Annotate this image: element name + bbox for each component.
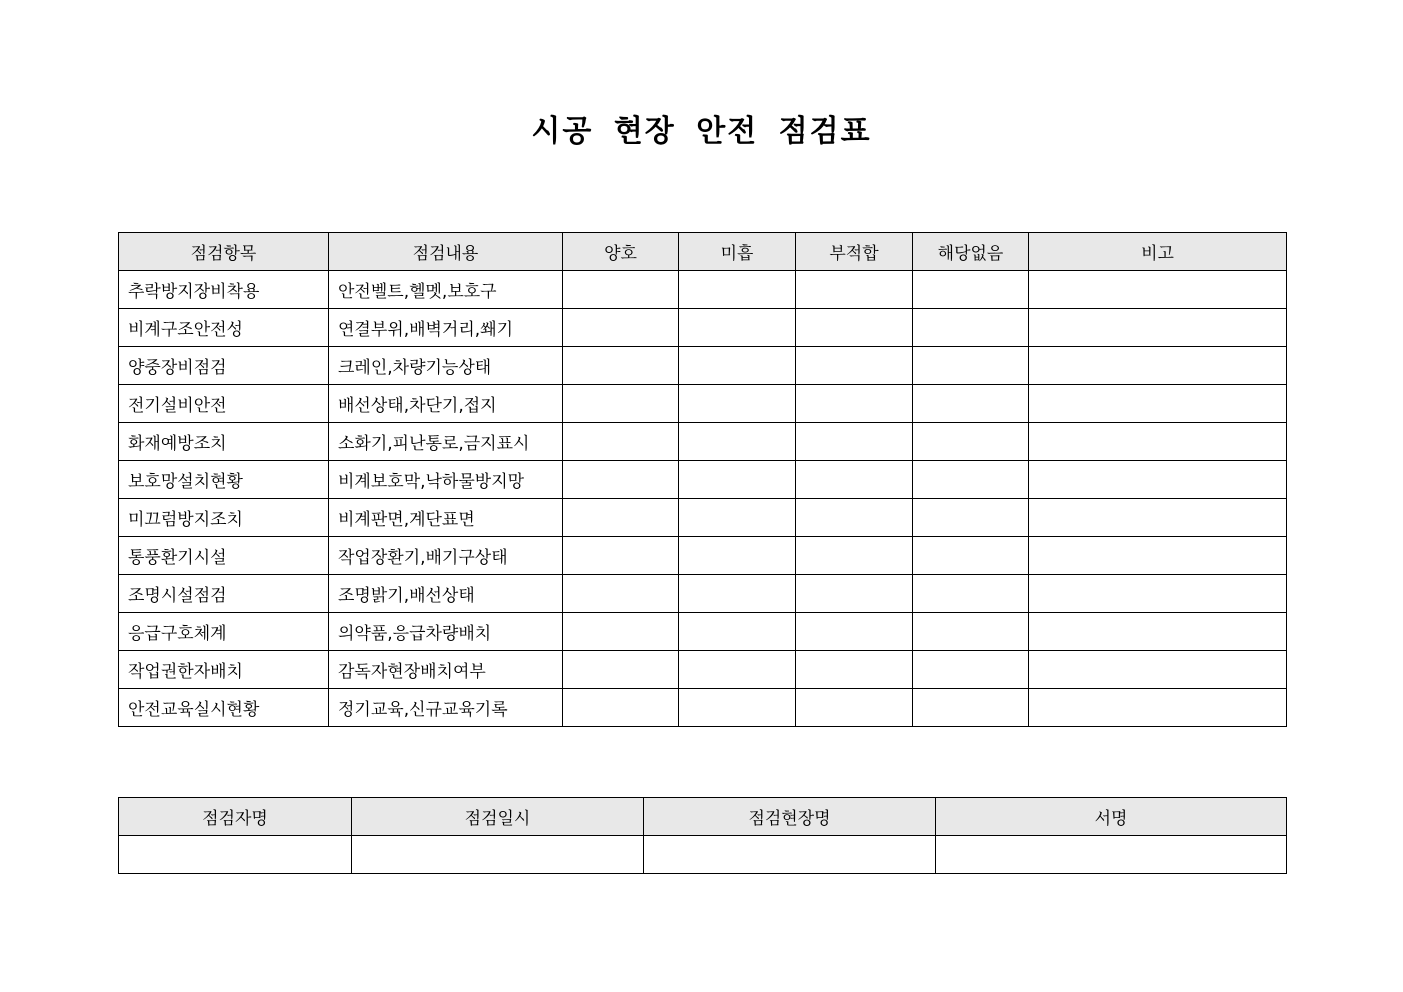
not-applicable-cell[interactable] (913, 651, 1029, 689)
insufficient-cell[interactable] (679, 309, 796, 347)
check-item-cell: 미끄럼방지조치 (119, 499, 329, 537)
check-content-cell: 감독자현장배치여부 (329, 651, 563, 689)
insufficient-cell[interactable] (679, 613, 796, 651)
not-applicable-cell[interactable] (913, 423, 1029, 461)
insufficient-cell[interactable] (679, 385, 796, 423)
insufficient-cell[interactable] (679, 651, 796, 689)
good-cell[interactable] (563, 575, 679, 613)
good-cell[interactable] (563, 461, 679, 499)
header-signature: 서명 (936, 798, 1287, 836)
check-item-cell: 조명시설점검 (119, 575, 329, 613)
not-applicable-cell[interactable] (913, 385, 1029, 423)
check-item-cell: 추락방지장비착용 (119, 271, 329, 309)
table-row (119, 309, 1287, 347)
header-not-applicable: 해당없음 (913, 233, 1029, 271)
not-applicable-cell[interactable] (913, 271, 1029, 309)
check-content-cell: 안전벨트,헬멧,보호구 (329, 271, 563, 309)
check-item-cell: 보호망설치현황 (119, 461, 329, 499)
check-content-cell: 연결부위,배벽거리,쐐기 (329, 309, 563, 347)
safety-checklist-table (118, 232, 1287, 727)
not-applicable-cell[interactable] (913, 309, 1029, 347)
insufficient-cell[interactable] (679, 347, 796, 385)
unsuitable-cell[interactable] (796, 461, 913, 499)
check-content-cell: 의약품,응급차량배치 (329, 613, 563, 651)
table-row (119, 499, 1287, 537)
unsuitable-cell[interactable] (796, 385, 913, 423)
header-unsuitable: 부적합 (796, 233, 913, 271)
check-item-cell: 양중장비점검 (119, 347, 329, 385)
not-applicable-cell[interactable] (913, 613, 1029, 651)
remarks-cell[interactable] (1029, 461, 1287, 499)
good-cell[interactable] (563, 651, 679, 689)
remarks-cell[interactable] (1029, 613, 1287, 651)
not-applicable-cell[interactable] (913, 689, 1029, 727)
unsuitable-cell[interactable] (796, 613, 913, 651)
header-check-content: 점검내용 (329, 233, 563, 271)
table-row (119, 461, 1287, 499)
header-inspection-datetime: 점검일시 (352, 798, 644, 836)
remarks-cell[interactable] (1029, 499, 1287, 537)
table-row (119, 537, 1287, 575)
good-cell[interactable] (563, 385, 679, 423)
not-applicable-cell[interactable] (913, 461, 1029, 499)
remarks-cell[interactable] (1029, 385, 1287, 423)
check-item-cell: 작업권한자배치 (119, 651, 329, 689)
insufficient-cell[interactable] (679, 423, 796, 461)
table-row (119, 423, 1287, 461)
remarks-cell[interactable] (1029, 271, 1287, 309)
not-applicable-cell[interactable] (913, 537, 1029, 575)
header-insufficient: 미흡 (679, 233, 796, 271)
insufficient-cell[interactable] (679, 499, 796, 537)
check-item-cell: 통풍환기시설 (119, 537, 329, 575)
not-applicable-cell[interactable] (913, 575, 1029, 613)
inspector-signature-table (118, 797, 1287, 874)
not-applicable-cell[interactable] (913, 499, 1029, 537)
header-inspector-name: 점검자명 (119, 798, 352, 836)
check-content-cell: 배선상태,차단기,접지 (329, 385, 563, 423)
table-row (119, 689, 1287, 727)
check-content-cell: 비계보호막,낙하물방지망 (329, 461, 563, 499)
good-cell[interactable] (563, 309, 679, 347)
remarks-cell[interactable] (1029, 537, 1287, 575)
header-row (119, 233, 1287, 271)
insufficient-cell[interactable] (679, 271, 796, 309)
header-remarks: 비고 (1029, 233, 1287, 271)
remarks-cell[interactable] (1029, 347, 1287, 385)
good-cell[interactable] (563, 499, 679, 537)
good-cell[interactable] (563, 271, 679, 309)
good-cell[interactable] (563, 537, 679, 575)
check-content-cell: 크레인,차량기능상태 (329, 347, 563, 385)
unsuitable-cell[interactable] (796, 499, 913, 537)
remarks-cell[interactable] (1029, 423, 1287, 461)
good-cell[interactable] (563, 423, 679, 461)
check-content-cell: 소화기,피난통로,금지표시 (329, 423, 563, 461)
header-site-name: 점검현장명 (644, 798, 936, 836)
table-row (119, 575, 1287, 613)
insufficient-cell[interactable] (679, 537, 796, 575)
check-content-cell: 작업장환기,배기구상태 (329, 537, 563, 575)
unsuitable-cell[interactable] (796, 537, 913, 575)
unsuitable-cell[interactable] (796, 651, 913, 689)
header-good: 양호 (563, 233, 679, 271)
good-cell[interactable] (563, 613, 679, 651)
good-cell[interactable] (563, 689, 679, 727)
remarks-cell[interactable] (1029, 651, 1287, 689)
table-row (119, 613, 1287, 651)
check-content-cell: 비계판면,계단표면 (329, 499, 563, 537)
check-content-cell: 정기교육,신규교육기록 (329, 689, 563, 727)
unsuitable-cell[interactable] (796, 689, 913, 727)
table-row (119, 271, 1287, 309)
unsuitable-cell[interactable] (796, 309, 913, 347)
unsuitable-cell[interactable] (796, 423, 913, 461)
inspection-datetime-field[interactable] (352, 836, 644, 874)
table-row (119, 651, 1287, 689)
check-item-cell: 응급구호체계 (119, 613, 329, 651)
check-item-cell: 화재예방조치 (119, 423, 329, 461)
site-name-field[interactable] (644, 836, 936, 874)
page-title: 시공 현장 안전 점검표 (531, 114, 872, 149)
not-applicable-cell[interactable] (913, 347, 1029, 385)
check-item-cell: 안전교육실시현황 (119, 689, 329, 727)
remarks-cell[interactable] (1029, 575, 1287, 613)
unsuitable-cell[interactable] (796, 347, 913, 385)
remarks-cell[interactable] (1029, 309, 1287, 347)
unsuitable-cell[interactable] (796, 575, 913, 613)
check-item-cell: 비계구조안전성 (119, 309, 329, 347)
header-check-item: 점검항목 (119, 233, 329, 271)
remarks-cell[interactable] (1029, 689, 1287, 727)
header-row (119, 798, 1287, 836)
insufficient-cell[interactable] (679, 461, 796, 499)
good-cell[interactable] (563, 347, 679, 385)
unsuitable-cell[interactable] (796, 271, 913, 309)
insufficient-cell[interactable] (679, 689, 796, 727)
insufficient-cell[interactable] (679, 575, 796, 613)
check-content-cell: 조명밝기,배선상태 (329, 575, 563, 613)
check-item-cell: 전기설비안전 (119, 385, 329, 423)
signature-field[interactable] (936, 836, 1287, 874)
table-row (119, 385, 1287, 423)
table-row (119, 347, 1287, 385)
table-row (119, 836, 1287, 874)
inspector-name-field[interactable] (119, 836, 352, 874)
